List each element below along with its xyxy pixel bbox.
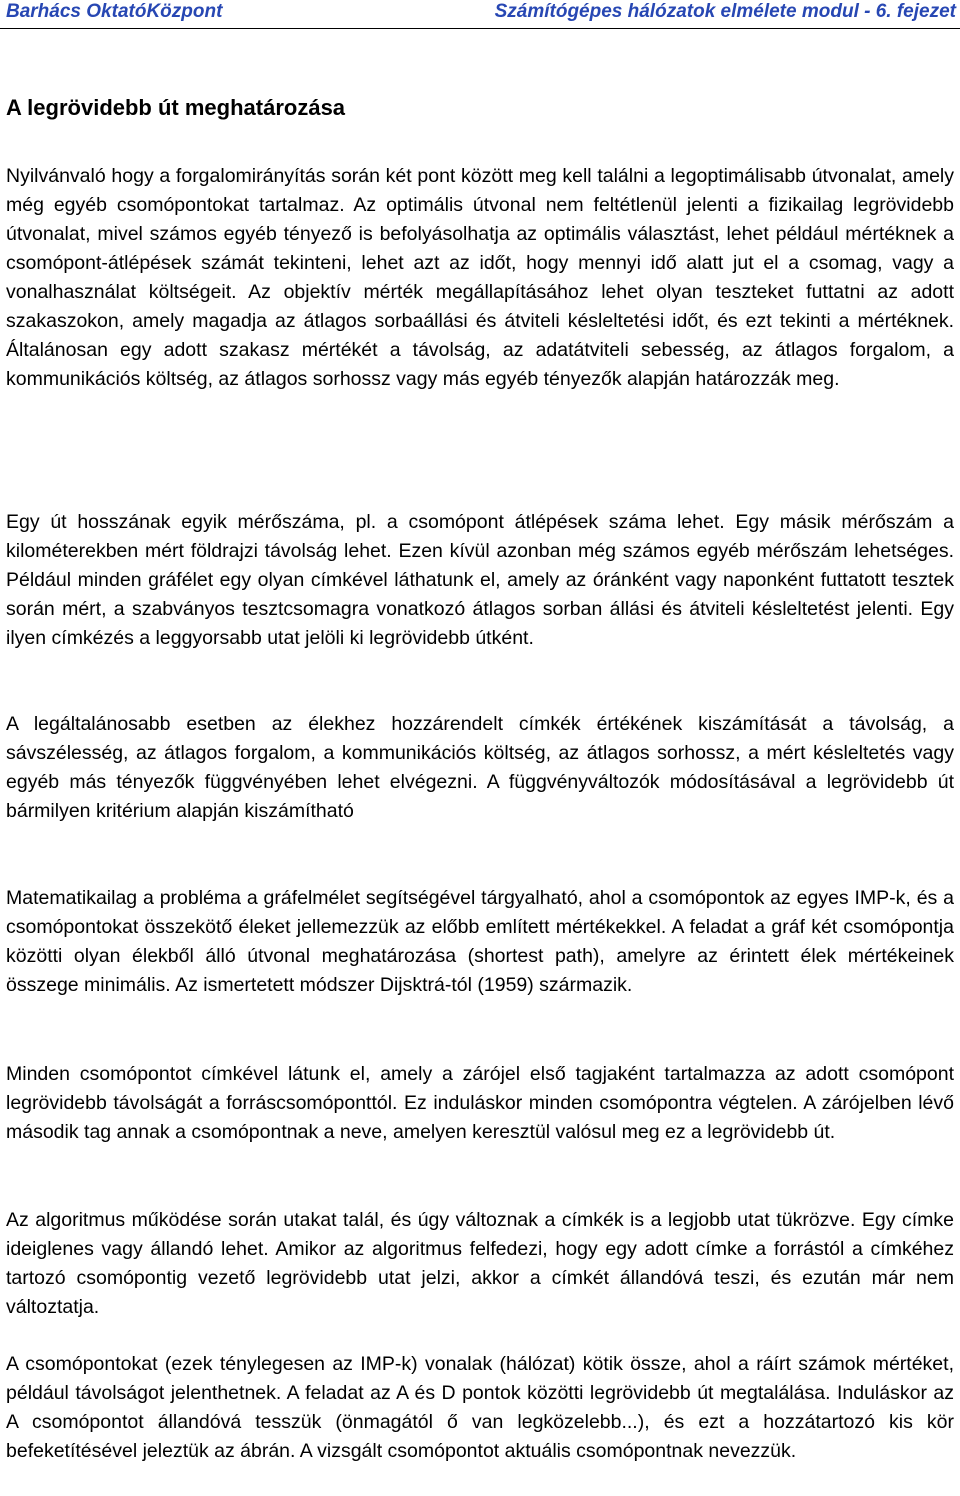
paragraph-7: A csomópontokat (ezek ténylegesen az IMP-k) vonalak (hálózat) kötik össze, ahol a ráírt számok mértéket, például távolságot jelenthetnek. A feladat az A és D pontok közötti legrövidebb út megtalálása. Induláskor az A csomópontot állandóvá tesszük (önmagától ő van legközelebb...), és ezt a hozzátartozó kis kör befeketítésével jeleztük az ábrán. A vizsgált csomópontot aktuális csomópontnak nevezzük. bbox=[6, 1353, 954, 1462]
page-header bbox=[0, 0, 960, 29]
section-title: A legrövidebb út meghatározása bbox=[6, 95, 346, 120]
paragraph-4: Matematikailag a probléma a gráfelmélet segítségével tárgyalható, ahol a csomópontok az egyes IMP-k, és a csomópontokat összekötő éleket jellemezzük az előbb említett mértékekkel. A feladat a gráf két csomópontja közötti olyan élekből álló útvonal meghatározása (shortest path), amelyre az érintett élek mértékeinek összege minimális. Az ismertetett módszer Dijsktrá-tól (1959) származik. bbox=[6, 887, 954, 996]
paragraph-1: Nyilvánvaló hogy a forgalomirányítás során két pont között meg kell találni a legoptimálisabb útvonalat, amely még egyéb csomópontokat tartalmaz. Az optimális útvonal nem feltétlenül jelenti a fizikailag legrövidebb útvonalat, mivel számos egyéb tényező is befolyásolhatja az optimális választást, lehet például mértéknek a csomópont-átlépések számát tekinteni, lehet azt az időt, hogy mennyi idő alatt jut el a csomag, vagy a vonalhasználat költségeit. Az objektív mérték megállapításához lehet olyan teszteket futtatni az adott szakaszokon, amely magadja az átlagos sorbaállási és átviteli késleltetési időt, és ezt tekinti a mértéknek. Általánosan egy adott szakasz mértékét a távolság, az adatátviteli sebesség, az átlagos forgalom, a kommunikációs költség, az átlagos sorhossz vagy más egyéb tényezők alapján határozzák meg. bbox=[6, 165, 954, 390]
header-left-text: Barhács OktatóKözpont bbox=[6, 1, 223, 22]
paragraph-5: Minden csomópontot címkével látunk el, amely a zárójel első tagjaként tartalmazza az adott csomópont legrövidebb távolságát a forráscsomóponttól. Ez induláskor minden csomópontra végtelen. A zárójelben lévő második tag annak a csomópontnak a neve, amelyen keresztül valósul meg ez a legrövidebb út. bbox=[6, 1063, 954, 1143]
paragraph-3: A legáltalánosabb esetben az élekhez hozzárendelt címkék értékének kiszámítását a távolság, a sávszélesség, az átlagos forgalom, a kommunikációs költség, az átlagos sorhossz, a mért késleltetés vagy egyéb más tényezők függvényében lehet elvégezni. A függvényváltozók módosításával a legrövidebb út bármilyen kritérium alapján kiszámítható bbox=[6, 713, 954, 822]
paragraph-2: Egy út hosszának egyik mérőszáma, pl. a csomópont átlépések száma lehet. Egy másik mérőszám a kilométerekben mért földrajzi távolság lehet. Ezen kívül azonban még számos egyéb mérőszám lehetséges. Például minden gráfélet egy olyan címkével láthatunk el, amely az óránként vagy naponként futtatott tesztek során mért, a szabványos tesztcsomagra vonatkozó átlagos sorban állási és átviteli késleltetést jelenti. Egy ilyen címkézés a leggyorsabb utat jelöli ki legrövidebb útként. bbox=[6, 511, 954, 649]
paragraph-6: Az algoritmus működése során utakat talál, és úgy változnak a címkék is a legjobb utat tükrözve. Egy címke ideiglenes vagy állandó lehet. Amikor az algoritmus felfedezi, hogy egy adott címke a forrástól a címkéhez tartozó csomópontig vezető legrövidebb utat jelzi, akkor a címkét állandóvá teszi, és ezután már nem változtatja. bbox=[6, 1209, 954, 1318]
header-right-text: Számítógépes hálózatok elmélete modul - 6. fejezet bbox=[494, 1, 956, 22]
